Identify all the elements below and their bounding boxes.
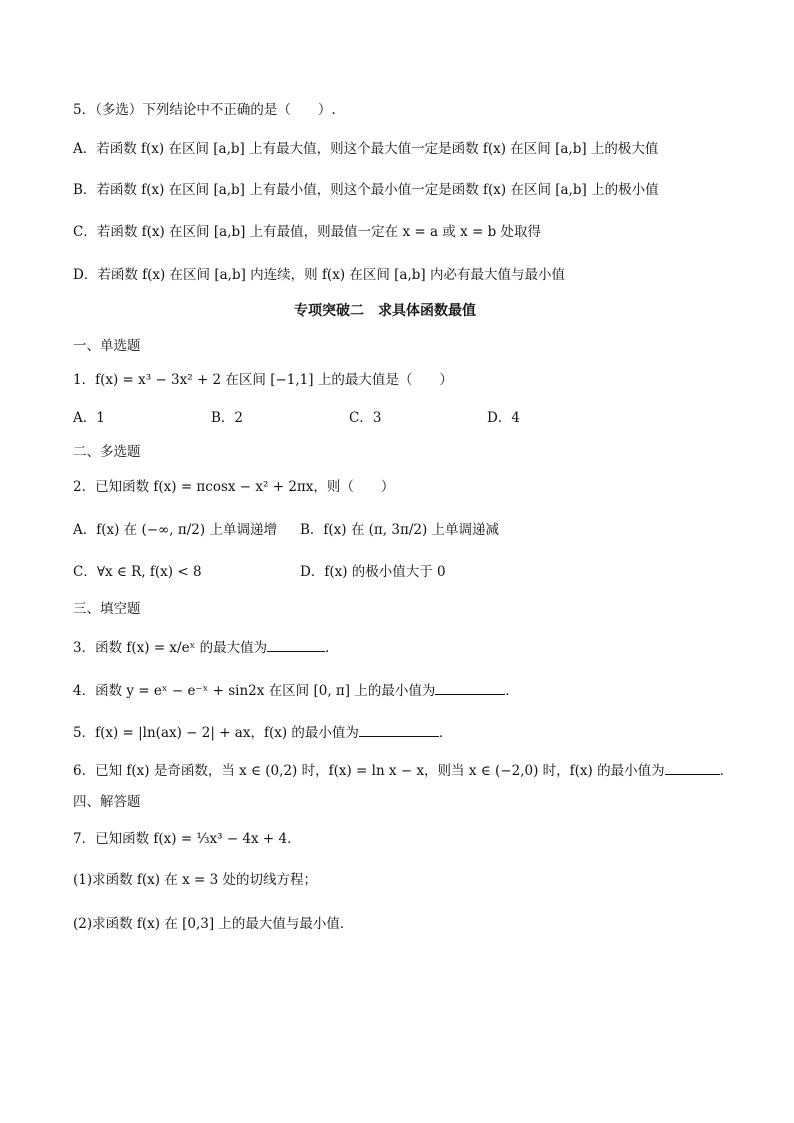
q6-text: 6．已知 f(x) 是奇函数，当 x ∈ (0,2) 时，f(x) = ln x − x，则当 x ∈ (−2,0) 时，f(x) 的最小值为 [73, 763, 665, 779]
answer-blank[interactable] [665, 760, 720, 775]
q2-stem: 2．已知函数 f(x) = πcosx − x² + 2πx，则（ ） [73, 479, 395, 495]
end-mark: ． [438, 725, 453, 741]
prev-option-c: C．若函数 f(x) 在区间 [a,b] 上有最值，则最值一定在 x = a 或 x = b 处取得 [73, 224, 542, 240]
prev-option-a: A．若函数 f(x) 在区间 [a,b] 上有最大值，则这个最大值一定是函数 f(x) 在区间 [a,b] 上的极大值 [73, 141, 659, 157]
prev-problem-stem: 5．（多选）下列结论中不正确的是（ ）. [73, 102, 336, 118]
q2-option-d: D．f(x) 的极小值大于 0 [300, 564, 446, 580]
section-solve: 四、解答题 [73, 794, 141, 810]
answer-blank[interactable] [267, 637, 325, 652]
q1-stem: 1．f(x) = x³ − 3x² + 2 在区间 [−1,1] 上的最大值是（ ） [73, 372, 453, 388]
q1-option-a: A．1 [73, 410, 105, 426]
q3-text: 3．函数 f(x) = x/eˣ 的最大值为 [73, 640, 268, 656]
q4-text: 4．函数 y = eˣ − e⁻ˣ + sin2x 在区间 [0, π] 上的最小值为 [73, 683, 436, 699]
q6 [73, 760, 733, 781]
q2-option-b: B．f(x) 在 (π, 3π/2) 上单调递减 [300, 522, 500, 538]
q7-part-1: (1)求函数 f(x) 在 x = 3 处的切线方程； [73, 872, 318, 888]
end-mark: ． [325, 640, 339, 656]
q4 [73, 680, 519, 701]
q5-text: 5．f(x) = |ln(ax) − 2| + ax，f(x) 的最小值为 [73, 725, 359, 741]
page-title: 专项突破二 求具体函数最值 [294, 303, 476, 319]
q2-option-a: A．f(x) 在 (−∞, π/2) 上单调递增 [73, 522, 277, 538]
answer-blank[interactable] [359, 722, 439, 737]
prev-option-d: D．若函数 f(x) 在区间 [a,b] 内连续，则 f(x) 在区间 [a,b] 内必有最大值与最小值 [73, 267, 565, 283]
q1-option-b: B．2 [211, 410, 244, 426]
q3 [73, 637, 339, 658]
section-fill-blank: 三、填空题 [73, 601, 141, 617]
q7-part-2: (2)求函数 f(x) 在 [0,3] 上的最大值与最小值． [73, 916, 354, 932]
q1-option-d: D．4 [487, 410, 520, 426]
q5 [73, 722, 452, 743]
q7-stem: 7．已知函数 f(x) = ⅓x³ − 4x + 4． [73, 831, 301, 847]
section-multi-choice: 二、多选题 [73, 444, 141, 460]
q1-option-c: C．3 [349, 410, 382, 426]
section-single-choice: 一、单选题 [73, 338, 141, 354]
answer-blank[interactable] [435, 680, 505, 695]
prev-option-b: B．若函数 f(x) 在区间 [a,b] 上有最小值，则这个最小值一定是函数 f(x) 在区间 [a,b] 上的极小值 [73, 182, 659, 198]
q2-option-c: C．∀x ∈ R, f(x) < 8 [73, 564, 202, 580]
end-mark: ． [719, 763, 734, 779]
end-mark: ． [505, 683, 519, 699]
